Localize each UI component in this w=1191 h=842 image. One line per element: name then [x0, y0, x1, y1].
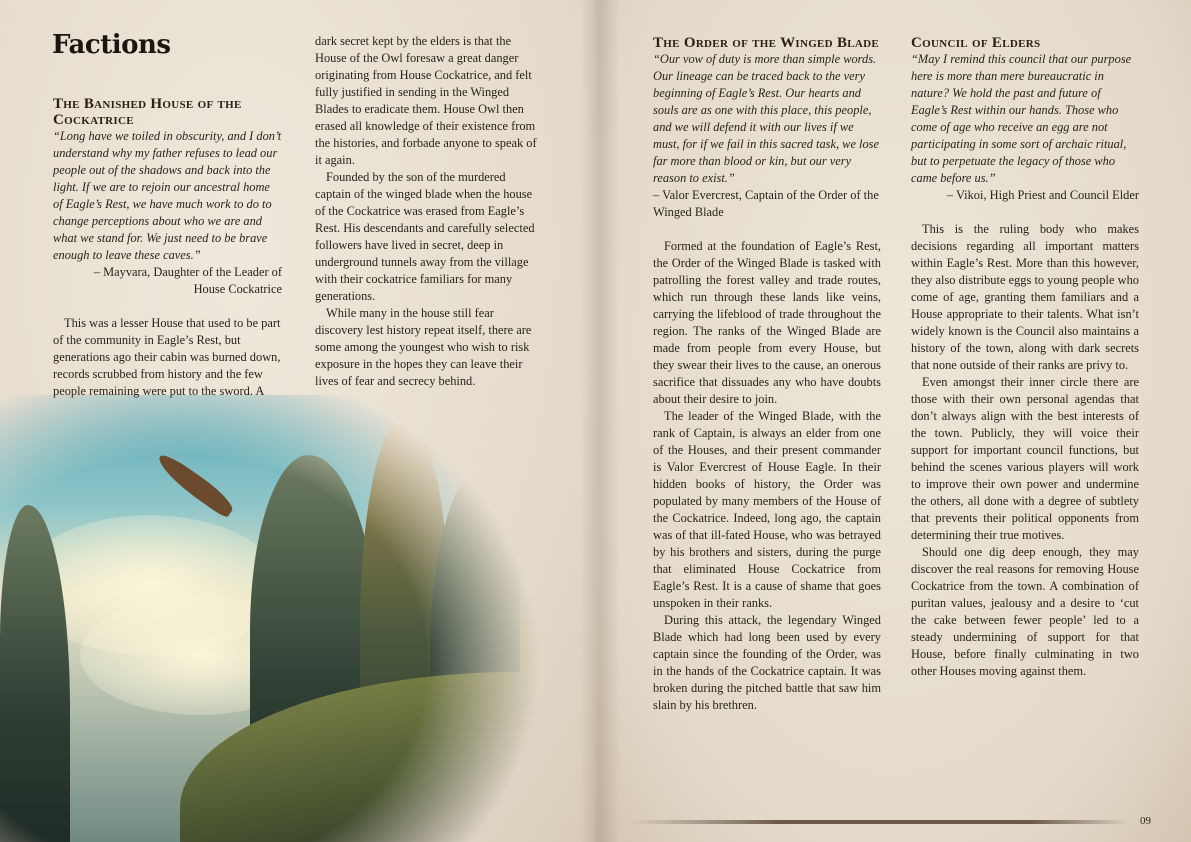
- page-title: Factions: [52, 30, 171, 60]
- quote-attribution: – Valor Evercrest, Captain of the Order of the Winged Blade: [653, 188, 879, 219]
- banished-house-column-2: [315, 33, 543, 390]
- quote: “Our vow of duty is more than simple words. Our lineage can be traced back to the very beginning of Eagle’s Rest. Our hearts and souls are as one with this place, this people, and we will defend it with our lives if we must, for if we fail in this sacred task, we lose far more than blood or kin, but our very reason to exist.”: [653, 52, 880, 185]
- section-heading: Council of Elders: [911, 35, 1041, 51]
- left-page: [0, 0, 595, 842]
- paragraph: Founded by the son of the murdered captain of the winged blade when the house of the Cockatrice was erased from Eagle’s Rest. His descendants and carefully selected followers have lived in secret, deep in underground tunnels away from the village with their cockatrice familiars for many generations.: [315, 170, 535, 303]
- quote-attribution: – Mayvara, Daughter of the Leader of House Cockatrice: [93, 265, 282, 296]
- paragraph: Should one dig deep enough, they may discover the real reasons for removing House Cockatrice from the town. A combination of puritan values, jealousy and a desire to ‘cut the cake between fewer people’ led to a steady undermining of support for that House, before finally culminating in two other Houses moving against them.: [911, 545, 1139, 678]
- paragraph: dark secret kept by the elders is that the House of the Owl foresaw a great danger originating from House Cockatrice, and felt fully justified in sending in the Winged Blades to eradicate them. House Owl then erased all knowledge of their existence from the histories, and forbade anyone to speak of it again.: [315, 34, 537, 167]
- paragraph: This was a lesser House that used to be part of the community in Eagle’s Rest, but generations ago their cabin was burned down, records scrubbed from history and the few people remaining were put to the sword. A: [53, 316, 281, 398]
- page-number: 09: [1140, 815, 1151, 827]
- order-winged-blade-column: [653, 35, 881, 714]
- paragraph: While many in the house still fear discovery lest history repeat itself, there are some among the youngest who wish to risk exposure in the hopes they can leave their lives of fear and secrecy behind.: [315, 306, 532, 388]
- paragraph: Even amongst their inner circle there are those with their own personal agendas that don’t always align with the best interests of the town. Publicly, they will voice their support for important council functions, but behind the scenes various players will work to improve their own power and undermine the others, all done with a degree of subtlety that prevents their political opponents from determining their true motives.: [911, 375, 1139, 542]
- section-heading: The Banished House of the Cockatrice: [53, 96, 242, 128]
- paragraph: During this attack, the legendary Winged Blade which had long been used by every captain since the founding of the Order, was in the hands of the Cockatrice captain. It was broken during the pitched battle that saw him slain by his brethren.: [653, 613, 881, 712]
- paragraph: This is the ruling body who makes decisions regarding all important matters within Eagle’s Rest. More than this however, they also distribute eggs to young people who come of age, granting them familiars and a House appropriate to their talents. What isn’t widely known is the Council also maintains a history of the town, along with dark secrets that none outside of their ranks are privy to.: [911, 222, 1139, 372]
- footer-ornament: [630, 820, 1130, 824]
- paragraph: The leader of the Winged Blade, with the rank of Captain, is always an elder from one of the Houses, and their present commander is Valor Evercrest of House Eagle. In their hidden books of history, the Order was populated by many members of the House of the Cockatrice. Indeed, long ago, the captain was of that ill-fated House, who was betrayed by his brothers and sisters, during the purge that eliminated House Cockatrice from Eagle’s Rest. It is a cause of shame that goes unspoken in their ranks.: [653, 409, 881, 610]
- section-heading: The Order of the Winged Blade: [653, 35, 880, 51]
- quote: “Long have we toiled in obscurity, and I don’t understand why my father refuses to lead our people out of the shadows and back into the light. If we are to rejoin our ancestral home of Eagle’s Rest, we have much work to do to change perceptions about who we are and what we stand for. We just need to be brave enough to leave these caves.”: [53, 129, 282, 262]
- council-of-elders-column: [911, 35, 1139, 680]
- paragraph: Formed at the foundation of Eagle’s Rest, the Order of the Winged Blade is tasked with patrolling the forest valley and trade routes, which run through these lands like veins, carrying the lifeblood of trade throughout the region. The ranks of the Winged Blade are made from people from every House, but they swear their lives to the cause, an onerous sacrifice that dissuades any who have doubts about their desire to join.: [653, 239, 881, 406]
- banished-house-column: [53, 96, 282, 400]
- quote-attribution: – Vikoi, High Priest and Council Elder: [946, 188, 1139, 202]
- fantasy-landscape-illustration: [0, 395, 600, 842]
- quote: “May I remind this council that our purpose here is more than mere bureaucratic in nature? We hold the past and future of Eagle’s Rest within our hands. Those who come of age who receive an egg are not participating in some sort of archaic ritual, but to perpetuate the legacy of those who came before us.”: [911, 52, 1132, 185]
- page-gutter: [580, 0, 620, 842]
